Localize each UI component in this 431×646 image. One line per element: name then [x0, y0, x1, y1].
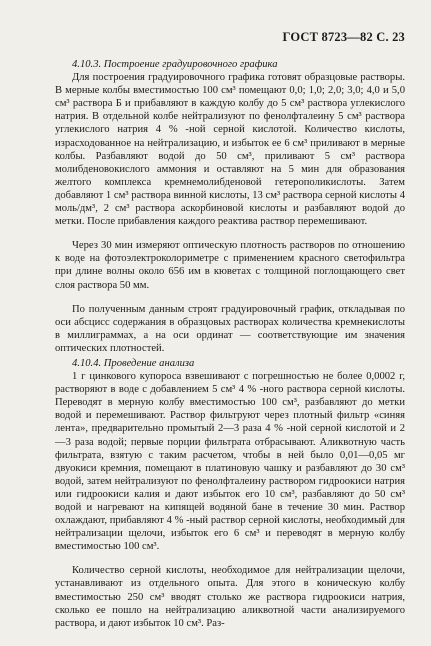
document-body: [55, 58, 405, 630]
paragraph-optical-density: Через 30 мин измеряют оптическую плотность растворов по отношению к воде на фотоэлектроколориметре с применением красного светофильтра при длине волны около 656 им в кюветах с толщиной поглощающего свет слоя раствора 50 мм.: [55, 240, 405, 291]
section-heading-4-10-3: 4.10.3. Построение градуировочного графика: [72, 59, 278, 70]
section-heading-4-10-4: 4.10.4. Проведение анализа: [72, 357, 195, 369]
paragraph-acid-quantity: Количество серной кислоты, необходимое для нейтрализации щелочи, устанавливают из отдельного опыта. Для этого в коническую колбу вместимостью 250 см³ вводят столько же раствора гидроокиси натрия, сколько ее пошло на нейтрализацию аликвотной части анализируемого раствора, и дают избыток 10 см³. Раз-: [55, 565, 405, 629]
paragraph-calibration-graph: По полученным данным строят градуировочный график, откладывая по оси абсцисс содержания в образцовых растворах количества кремнекислоты в миллиграммах, а на оси ординат — соответствующие им значения оптических плотностей.: [55, 303, 405, 354]
page-header: ГОСТ 8723—82 С. 23: [282, 30, 405, 44]
paragraph-analysis-procedure: 1 г цинкового купороса взвешивают с погрешностью не более 0,0002 г, растворяют в воде с добавлением 5 см³ 4 % -ного раствора серной кислоты. Переводят в мерную колбу вместимостью 100 см³, разбавляют до метки водой и перемешивают. Раствор фильтруют через плотный фильтр «синяя лента», предварительно промытый 2—3 раза 4 % -ной серной кислотой и 2—3 раза водой; первые порции фильтрата отбрасывают. Аликвотную часть фильтрата, взятую с таким расчетом, чтобы в ней было 0,01—0,05 мг двуокиси кремния, помещают в платиновую чашку и разбавляют до 30 см³ водой, затем нейтрализуют по фенолфталеину раствором гидроокиси натрия или гидроокиси калия и дают избыток его 10 см³, разбавляют до 50 см³ водой и нагревают на кипящей водяной бане в течение 30 мин. Раствор охлаждают, прибавляют 4 % -ный раствор серной кислоты, необходимый для нейтрализации щелочи, избыток его 6 см³ и переводят в мерную колбу вместимостью 100 см³.: [55, 371, 405, 553]
paragraph-standards-preparation: Для построения градуировочного графика готовят образцовые растворы. В мерные колбы вместимостью 100 см³ помещают 0,0; 1,0; 2,0; 3,0; 4,0 и 5,0 см³ раствора Б и прибавляют в каждую колбу до 5 см³ раствора углекислого натрия. В отдельной колбе нейтрализуют по фенолфталеину 5 см³ раствора углекислого натрия 4 % -ной серной кислотой. Количество кислоты, израсходованное на нейтрализацию, и избыток ее 6 см³ приливают в мерные колбы. Разбавляют водой до 50 см³, приливают 5 см³ раствора молибденовокислого аммония и оставляют на 5 мин для образования желтого комплекса кремнемолибденовой гетерополикислоты. Затем добавляют 1 см³ раствора винной кислоты, 13 см³ раствора серной кислоты 4 моль/дм³, 2 см³ раствора аскорбиновой кислоты и разбавляют водой до метки. После прибавления каждого реактива раствор перемешивают.: [55, 72, 405, 228]
